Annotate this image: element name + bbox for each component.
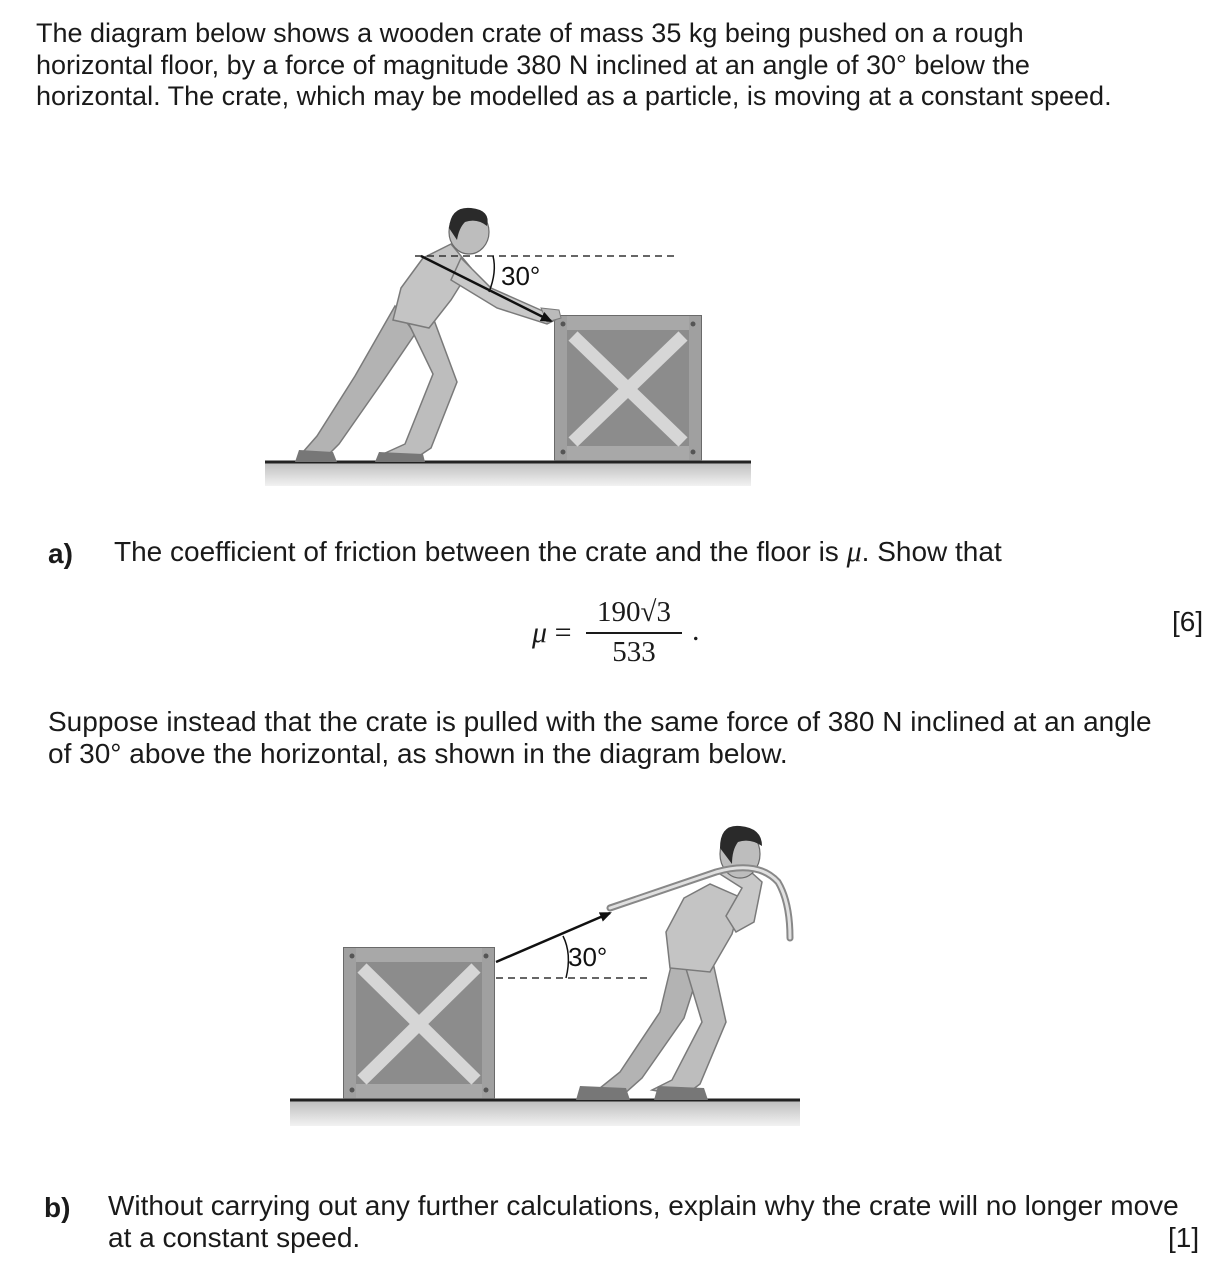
part-a-label: a) bbox=[48, 538, 73, 569]
crate bbox=[344, 948, 494, 1098]
pull-diagram bbox=[280, 812, 810, 1132]
angle-label: 30° bbox=[501, 261, 541, 291]
floor bbox=[290, 1100, 800, 1126]
formula-equals: = bbox=[554, 616, 572, 649]
formula-numerator: 190√3 bbox=[597, 596, 671, 628]
part-b-marks: [1] bbox=[1168, 1222, 1200, 1253]
part-b-label: b) bbox=[44, 1192, 71, 1223]
fraction-bar bbox=[586, 632, 682, 634]
man-pushing bbox=[295, 208, 561, 462]
formula-mu: μ bbox=[532, 616, 548, 649]
floor bbox=[265, 462, 751, 486]
crate bbox=[555, 316, 701, 460]
intro-paragraph: The diagram below shows a wooden crate of mass 35 kg being pushed on a rough horizontal floor, by a force of magnitude 380 N inclined at an angle of 30° below the horizontal. The crate, which may be modelled as a particle, is moving at a constant speed. bbox=[36, 18, 1112, 111]
part-a-marks: [6] bbox=[1172, 606, 1204, 637]
part-a-text: The coefficient of friction between the crate and the floor is μ. Show that bbox=[114, 535, 1002, 568]
second-scenario-paragraph: Suppose instead that the crate is pulled with the same force of 380 N inclined at an angle of 30° above the horizontal, as shown in the diagram below. bbox=[48, 706, 1152, 769]
push-diagram bbox=[255, 196, 765, 496]
mu-formula bbox=[532, 596, 712, 672]
part-b-text: Without carrying out any further calculations, explain why the crate will no longer move at a constant speed. bbox=[108, 1190, 1179, 1253]
formula-denominator: 533 bbox=[612, 636, 656, 668]
formula-trailing: . bbox=[692, 614, 700, 647]
angle-label: 30° bbox=[568, 942, 608, 972]
